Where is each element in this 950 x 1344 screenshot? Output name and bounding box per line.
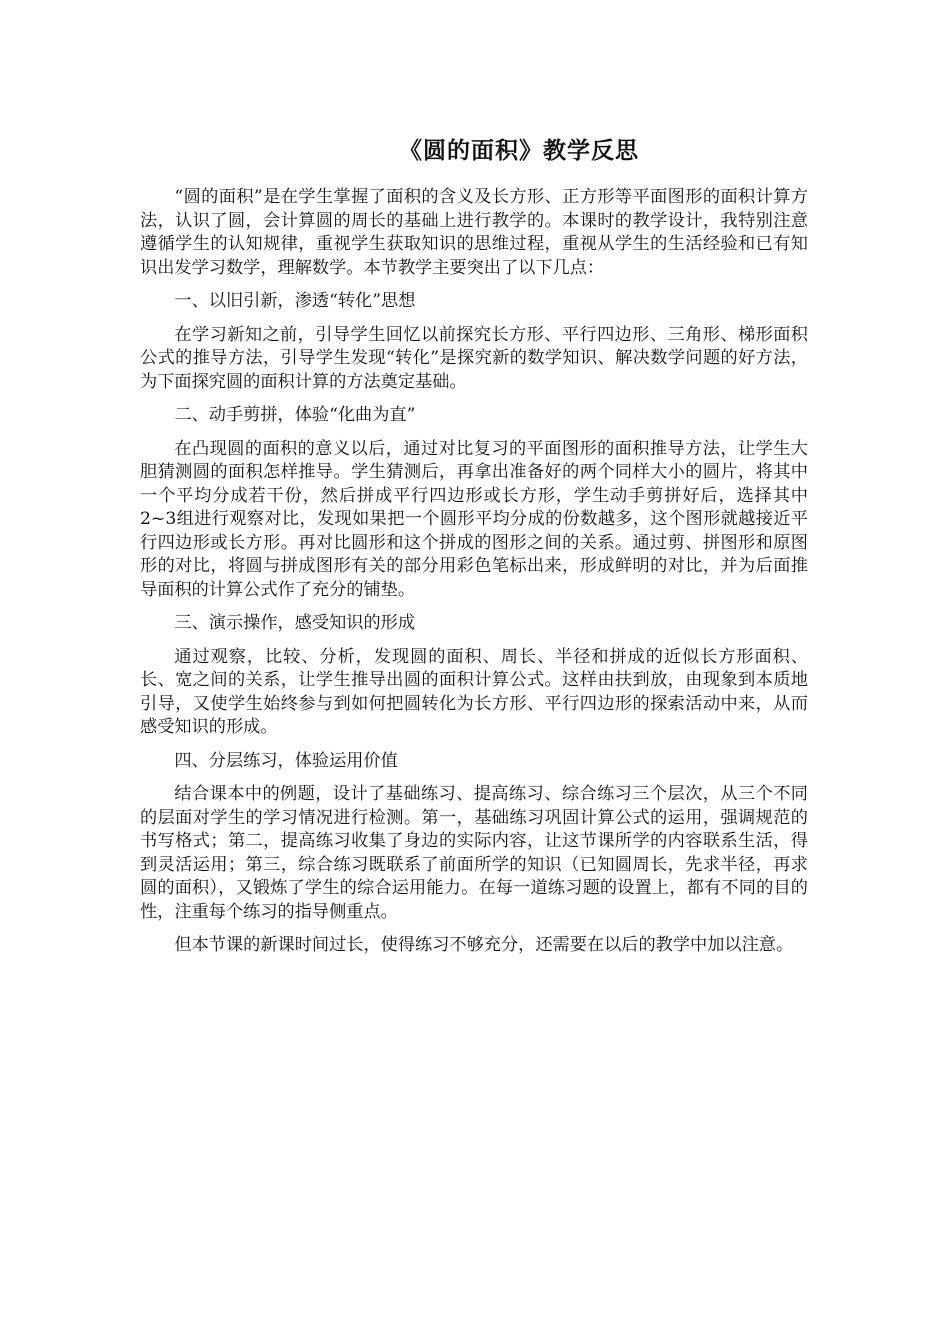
section-3-paragraph: 通过观察，比较、分析，发现圆的面积、周长、半径和拼成的近似长方形面积、长、宽之间的关系，让学生推导出圆的面积计算公式。这样由扶到放，由现象到本质地引导，又使学生始终参与到如何把圆转化为长方形、平行四边形的探索活动中来，从而感受知识的形成。 xyxy=(140,646,808,737)
intro-paragraph: “圆的面积”是在学生掌握了面积的含义及长方形、正方形等平面图形的面积计算方法，认识了圆，会计算圆的周长的基础上进行教学的。本课时的教学设计，我特别注意遵循学生的认知规律，重视学生获取知识的思维过程，重视从学生的生活经验和已有知识出发学习数学，理解数学。本节教学主要突出了以下几点： xyxy=(140,187,808,278)
section-4-heading: 四、分层练习，体验运用价值 xyxy=(174,750,398,771)
section-2-paragraph: 在凸现圆的面积的意义以后，通过对比复习的平面图形的面积推导方法，让学生大胆猜测圆的面积怎样推导。学生猜测后，再拿出准备好的两个同样大小的圆片，将其中一个平均分成若干份，然后拼成平行四边形或长方形，学生动手剪拼好后，选择其中2~3组进行观察对比，发现如果把一个圆形平均分成的份数越多，这个图形就越接近平行四边形或长方形。再对比圆形和这个拼成的图形之间的关系。通过剪、拼图形和原图形的对比，将圆与拼成图形有关的部分用彩色笔标出来，形成鲜明的对比，并为后面推导面积的计算公式作了充分的铺垫。 xyxy=(140,438,808,600)
section-4-paragraph: 结合课本中的例题，设计了基础练习、提高练习、综合练习三个层次，从三个不同的层面对学生的学习情况进行检测。第一，基础练习巩固计算公式的运用，强调规范的书写格式；第二，提高练习收集了身边的实际内容，让这节课所学的内容联系生活，得到灵活运用；第三，综合练习既联系了前面所学的知识（已知圆周长，先求半径，再求圆的面积），又锻炼了学生的综合运用能力。在每一道练习题的设置上，都有不同的目的性，注重每个练习的指导侧重点。 xyxy=(140,784,808,922)
document-title: 《圆的面积》教学反思 xyxy=(399,138,639,164)
conclusion-paragraph: 但本节课的新课时间过长，使得练习不够充分，还需要在以后的教学中加以注意。 xyxy=(174,935,794,955)
section-2-heading: 二、动手剪拼，体验“化曲为直” xyxy=(174,405,416,425)
section-3-heading: 三、演示操作，感受知识的形成 xyxy=(174,613,416,633)
section-1-heading: 一、以旧引新，渗透“转化”思想 xyxy=(174,291,416,311)
section-1-paragraph: 在学习新知之前，引导学生回忆以前探究长方形、平行四边形、三角形、梯形面积公式的推导方法，引导学生发现“转化”是探究新的数学知识、解决数学问题的好方法，为下面探究圆的面积计算的方法奠定基础。 xyxy=(140,324,808,392)
document-body xyxy=(140,186,808,968)
